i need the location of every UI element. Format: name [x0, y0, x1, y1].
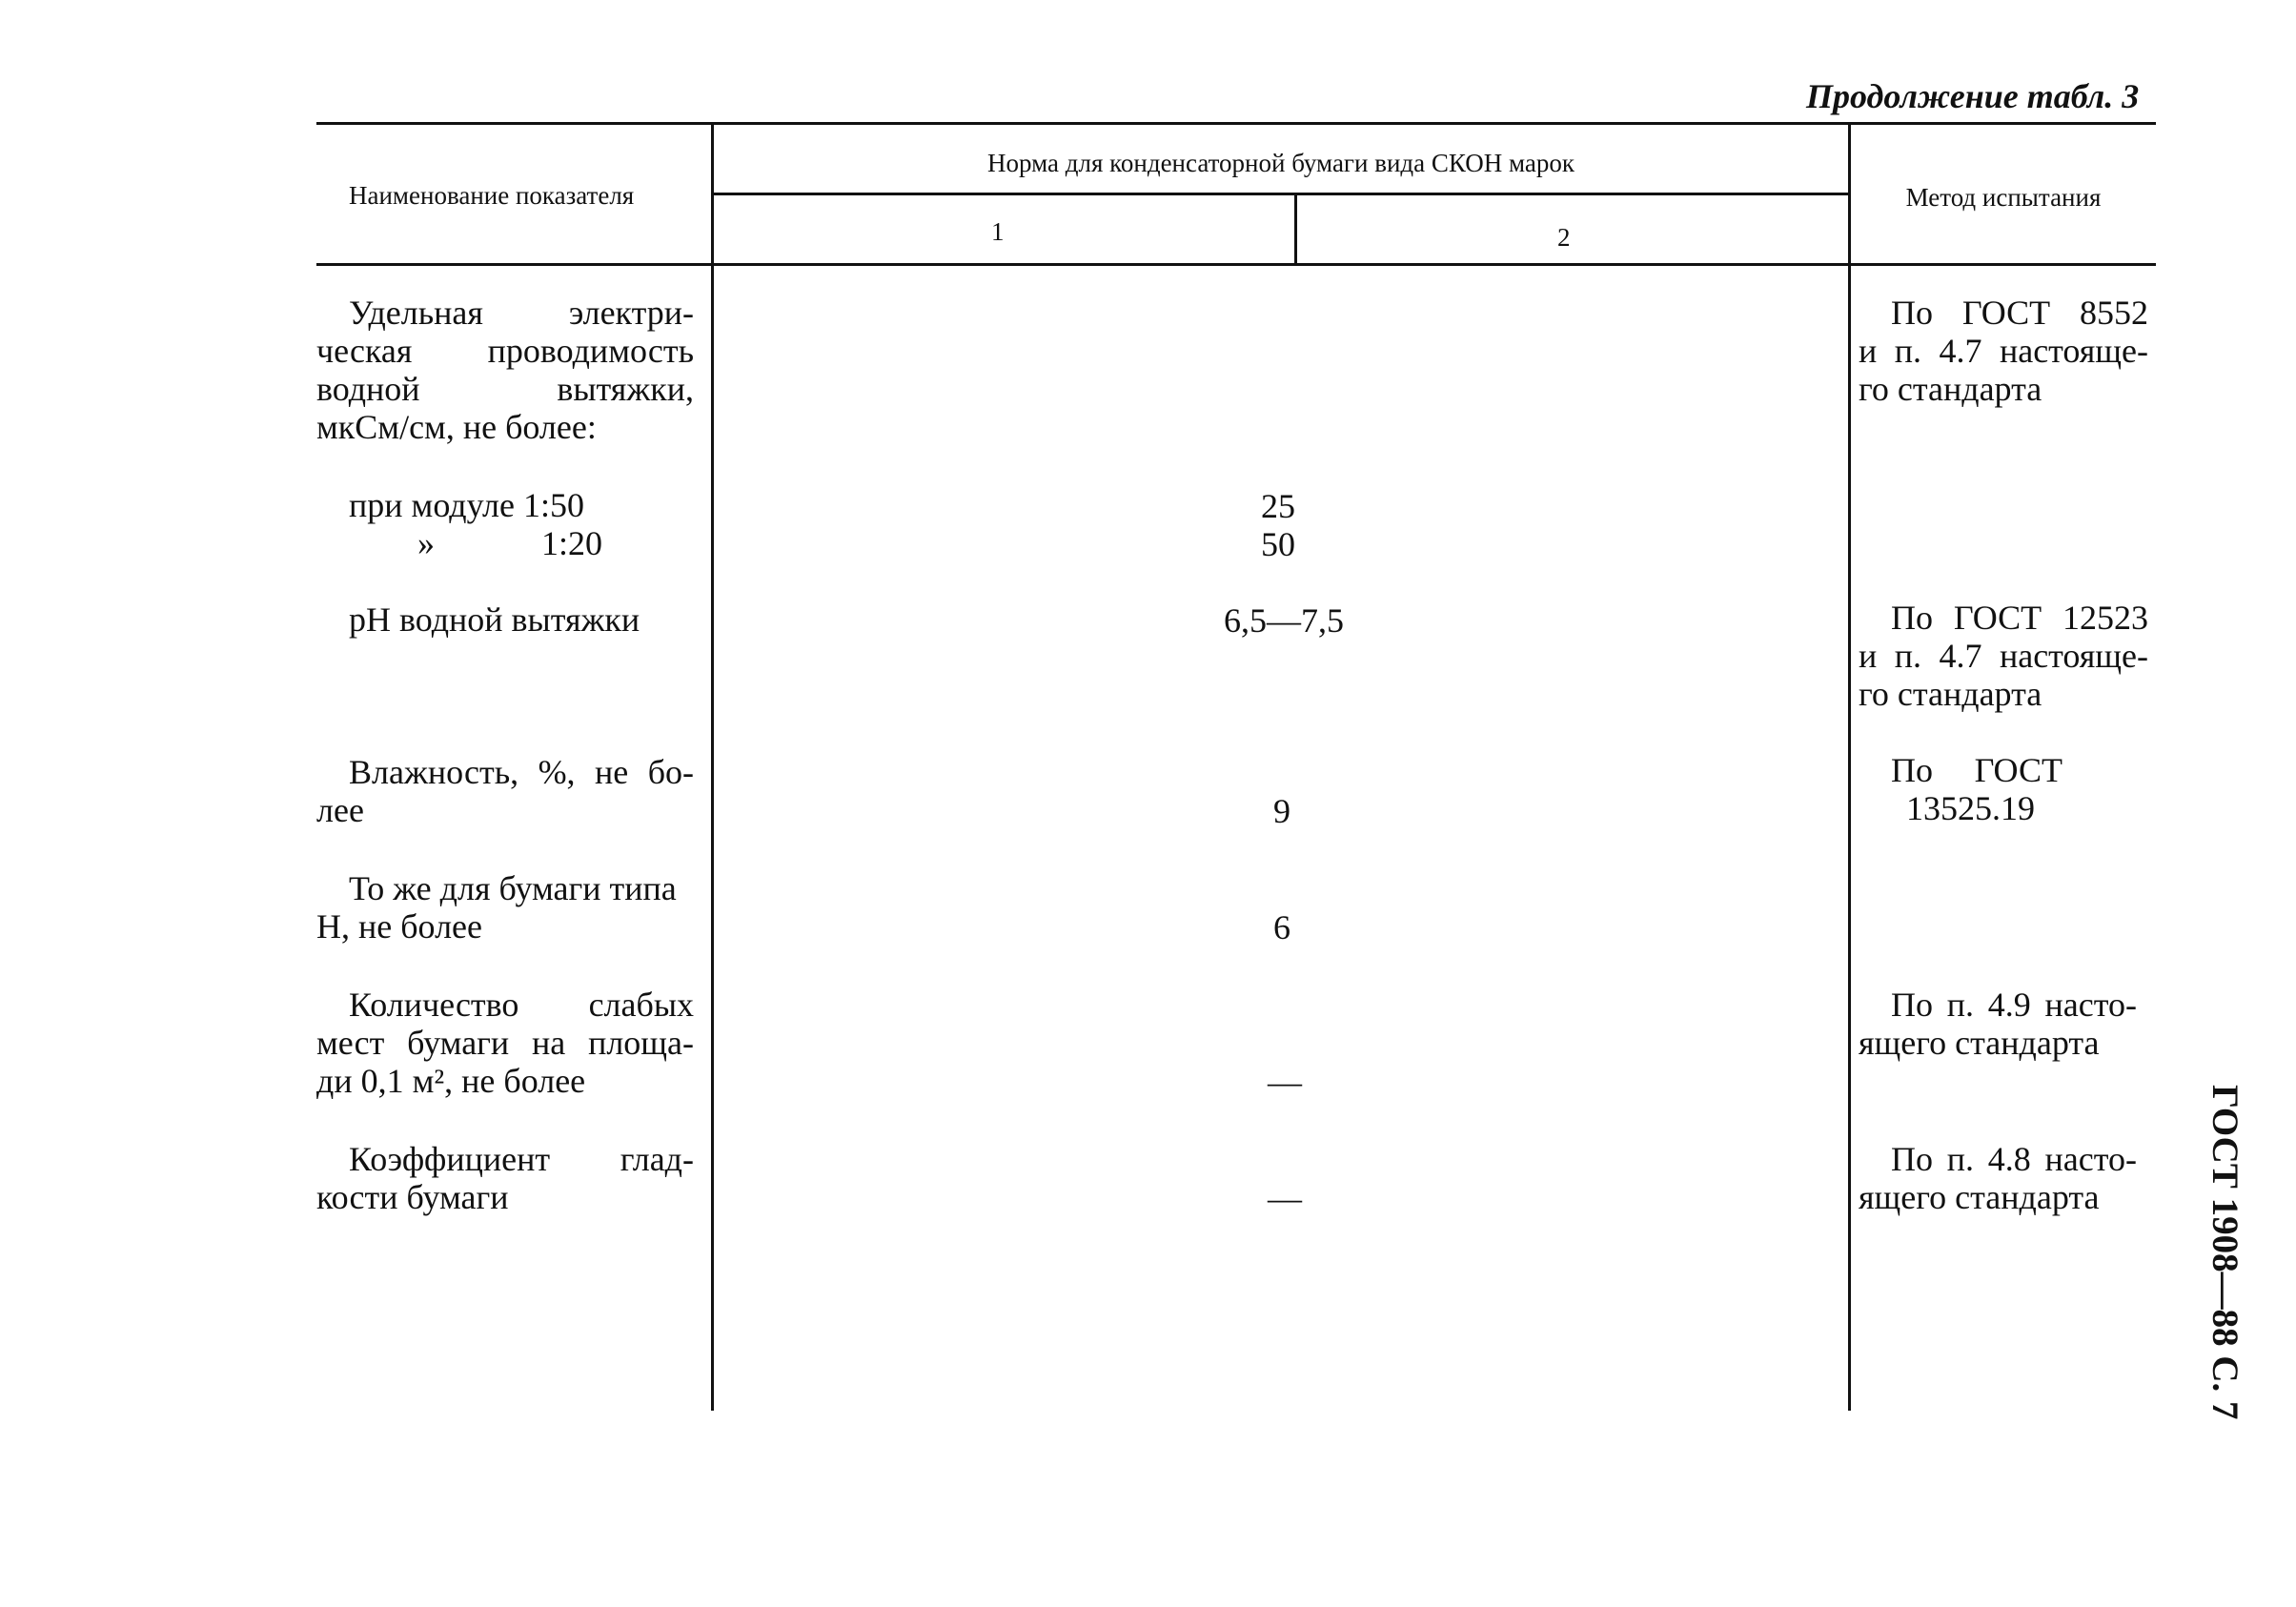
row-ph-method: По ГОСТ 12523 и п. 4.7 настояще- го стандарта — [1859, 599, 2148, 713]
row-module-1-20-ditto: » — [417, 524, 435, 562]
row-moisture-value: 9 — [1273, 792, 1290, 830]
column-divider-left — [711, 122, 714, 1411]
header-indicator: Наименование показателя — [349, 181, 635, 210]
row-module-1-50-value: 25 — [1261, 487, 1295, 525]
row-weak-spots-name: Количество слабых мест бумаги на площа- ди 0,1 м², не более — [316, 986, 694, 1100]
header-bottom-rule — [316, 263, 2156, 266]
row-smoothness-method: По п. 4.8 насто- ящего стандарта — [1859, 1140, 2137, 1216]
table-continuation-caption: Продолжение табл. 3 — [1806, 77, 2140, 115]
row-module-1-20-ratio: 1:20 — [541, 524, 603, 562]
column-divider-right — [1848, 122, 1851, 1411]
header-grade-2: 2 — [1557, 223, 1571, 252]
row-moisture-name: Влажность, %, не бо- лее — [316, 753, 694, 829]
grade-column-divider — [1294, 193, 1297, 263]
row-smoothness-value: — — [1268, 1179, 1302, 1217]
row-module-1-20-value: 50 — [1261, 525, 1295, 563]
header-norm: Норма для конденсаторной бумаги вида СКОН марок — [987, 149, 1575, 177]
row-moisture-method: По ГОСТ 13525.19 — [1891, 751, 2062, 827]
row-moisture-h-value: 6 — [1273, 908, 1290, 946]
row-conductivity-name: Удельная электри- ческая проводимость водной вытяжки, мкСм/см, не более: — [316, 294, 694, 446]
row-ph-name: pH водной вытяжки — [349, 600, 640, 639]
header-method: Метод испытания — [1905, 183, 2102, 212]
row-weak-spots-method: По п. 4.9 насто- ящего стандарта — [1859, 986, 2137, 1062]
row-moisture-h-name: То же для бумаги типа Н, не более — [316, 869, 677, 946]
header-grade-1: 1 — [991, 217, 1005, 246]
row-smoothness-name: Коэффициент глад- кости бумаги — [316, 1140, 694, 1216]
table-top-rule — [316, 122, 2156, 125]
header-inner-rule — [711, 193, 1851, 195]
row-ph-value: 6,5—7,5 — [1224, 601, 1344, 640]
row-conductivity-method: По ГОСТ 8552 и п. 4.7 настояще- го стандарта — [1859, 294, 2148, 408]
row-weak-spots-value: — — [1268, 1063, 1302, 1101]
page-standard-label: ГОСТ 1908—88 С. 7 — [2205, 1085, 2245, 1420]
row-module-1-50-name: при модуле 1:50 — [349, 486, 584, 524]
